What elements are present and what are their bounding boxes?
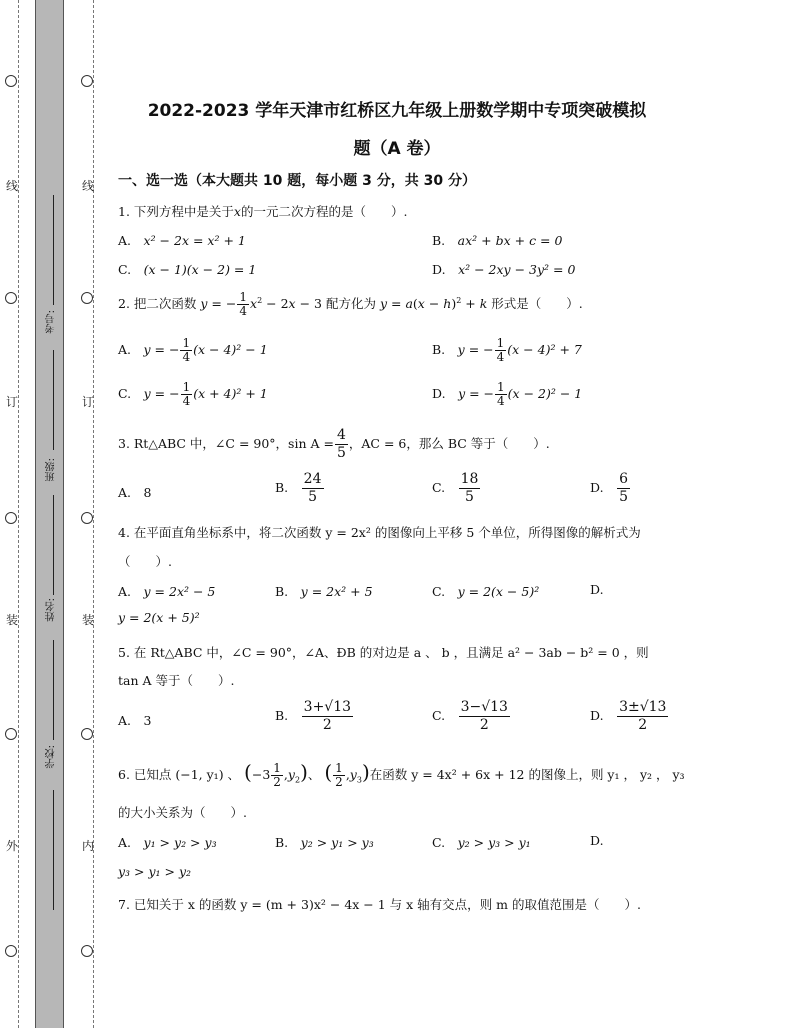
outer-cut-line: [18, 0, 19, 1028]
inner-cut-line: [93, 0, 94, 1028]
inner-line-char: 线: [82, 179, 95, 193]
question-1-stem: 1. 下列方程中是关于x的一元二次方程的是（ ）.: [118, 204, 408, 219]
q2-option-d: D. y = − $\frac{1}{4}$ (x − 2)² − 1: [432, 380, 583, 408]
school-line: [53, 640, 54, 740]
question-6-stem-cont: 的大小关系为（ ）.: [118, 805, 247, 820]
q6-option-a: A. y₁ > y₂ > y₃: [118, 835, 217, 850]
section-heading: 一、选一选（本大题共 10 题，每小题 3 分，共 30 分）: [118, 173, 476, 189]
q1-option-b: B. ax² + bx + c = 0: [432, 233, 563, 248]
binding-hole: [81, 292, 93, 304]
binding-hole: [5, 945, 17, 957]
page-title-cont: 题（A 卷）: [353, 139, 441, 159]
q3-option-b: B. $\frac{24}{5}$: [275, 471, 322, 505]
binding-hole: [81, 512, 93, 524]
q2-option-a: A. y = − $\frac{1}{4}$ (x − 4)² − 1: [118, 336, 268, 364]
binding-hole: [81, 75, 93, 87]
outer-wai-char: 外: [6, 839, 19, 853]
q6-option-b: B. y₂ > y₁ > y₃: [275, 835, 374, 850]
name-line: [53, 495, 54, 595]
binding-hole: [5, 292, 17, 304]
q5-option-d: D. $\frac{3\pm√13}{2}$: [590, 699, 667, 733]
page-title: 2022-2023 学年天津市红桥区九年级上册数学期中专项突破模拟: [147, 101, 647, 121]
exam-number-line: [53, 195, 54, 305]
outer-line-char: 线: [6, 179, 19, 193]
q3-option-c: C. $\frac{18}{5}$: [432, 471, 479, 505]
q4-option-a: A. y = 2x² − 5: [118, 584, 216, 599]
question-2-stem: 2. 把二次函数 y = − $\frac{1}{4}$ $x^2 - 2x - 3$ 配方化为 $y = a(x - h)^2 + k$ 形式是（ ）.: [118, 290, 583, 318]
exam-number-label: 考号:: [46, 310, 57, 334]
q5-option-a: A. 3: [118, 713, 152, 728]
binding-margin: [0, 0, 110, 1028]
class-label: 班级:: [46, 458, 57, 482]
question-4-stem: 4. 在平面直角坐标系中，将二次函数 y = 2x² 的图像向上平移 5 个单位，所得图像的解析式为: [118, 525, 641, 540]
question-5-stem: 5. 在 Rt△ABC 中，∠C = 90°，∠A、ÐB 的对边是 a 、 b ，且满足 a² − 3ab − b² = 0 ，则: [118, 645, 649, 660]
q6-option-d: y₃ > y₁ > y₂: [118, 864, 192, 879]
q6-option-c: C. y₂ > y₃ > y₁: [432, 835, 531, 850]
q5-option-b: B. $\frac{3+√13}{2}$: [275, 699, 352, 733]
binding-hole: [5, 75, 17, 87]
q4-option-b: B. y = 2x² + 5: [275, 584, 373, 599]
question-5-stem-cont: tan A 等于（ ）.: [118, 673, 235, 688]
q2-option-c: C. y = − $\frac{1}{4}$ (x + 4)² + 1: [118, 380, 268, 408]
q6-option-d-label: D.: [590, 833, 604, 848]
outer-zhuang-char: 装: [6, 613, 19, 627]
q1-option-a: A. x² − 2x = x² + 1: [118, 233, 246, 248]
q4-option-d-label: D.: [590, 582, 604, 597]
binding-hole: [81, 945, 93, 957]
q1-option-c: C. (x − 1)(x − 2) = 1: [118, 262, 257, 277]
name-label: 姓名:: [46, 598, 57, 622]
q3-option-d: D. $\frac{6}{5}$: [590, 471, 628, 505]
blank-line: [53, 790, 54, 910]
q5-option-c: C. $\frac{3-√13}{2}$: [432, 699, 508, 733]
class-line: [53, 350, 54, 450]
question-3-stem: 3. Rt△ABC 中，∠C = 90°，sin A = $\frac{4}{5}$ ，AC = 6，那么 BC 等于（ ）.: [118, 427, 550, 461]
q2-option-b: B. y = − $\frac{1}{4}$ (x − 4)² + 7: [432, 336, 582, 364]
q4-option-d: y = 2(x + 5)²: [118, 610, 200, 625]
school-label: 学校:: [46, 745, 57, 769]
question-7-stem: 7. 已知关于 x 的函数 y = (m + 3)x² − 4x − 1 与 x 轴有交点，则 m 的取值范围是（ ）.: [118, 897, 641, 912]
inner-ding-char: 订: [82, 395, 95, 409]
question-6-stem: 6. 已知点 (−1, y₁) 、 (−3 $\frac{1}{2}$ $,y_2$)、 ( $\frac{1}{2}$ $,y_3$)在函数 y = 4x² + 6x + 12 的图像上，则 y₁ ， y₂ ， y₃: [118, 760, 685, 789]
question-4-stem-cont: （ ）.: [118, 554, 172, 569]
q1-option-d: D. x² − 2xy − 3y² = 0: [432, 262, 576, 277]
binding-hole: [81, 728, 93, 740]
binding-hole: [5, 512, 17, 524]
q3-option-a: A. 8: [118, 485, 152, 500]
binding-hole: [5, 728, 17, 740]
inner-zhuang-char: 装: [82, 613, 95, 627]
q4-option-c: C. y = 2(x − 5)²: [432, 584, 540, 599]
inner-nei-char: 内: [82, 839, 95, 853]
binding-strip: [35, 0, 64, 1028]
outer-ding-char: 订: [6, 395, 19, 409]
